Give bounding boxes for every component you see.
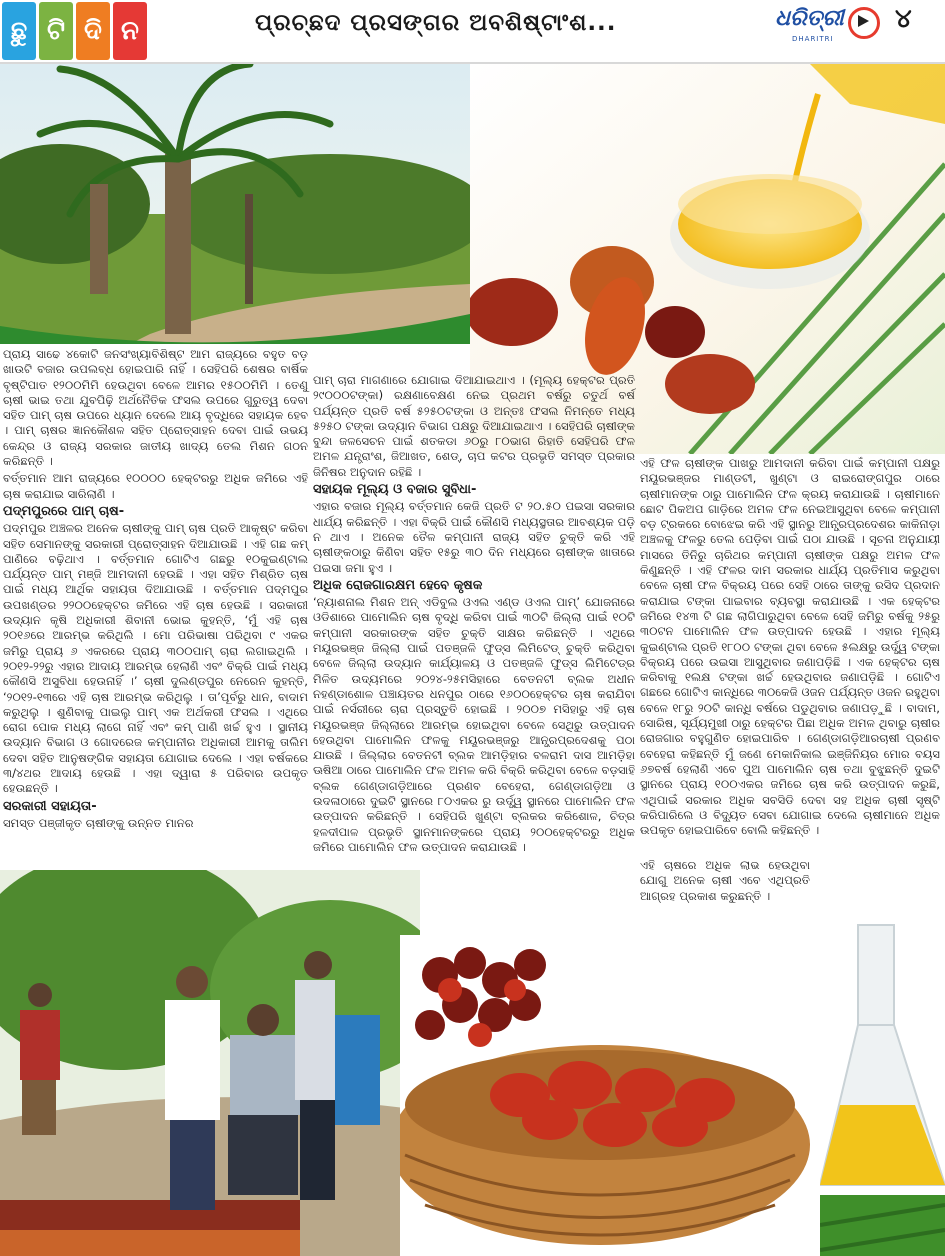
palm-plantation-photo (0, 64, 470, 344)
article-paragraph: ପଦ୍ମପୁର ଅଞ୍ଚଳର ଅନେକ ଚାଷୀଙ୍କୁ ପାମ୍ ଚାଷ ପ୍ରତି ଆକୃଷ୍ଟ କରିବା ସହିତ ସେମାନଙ୍କୁ ସରକାରୀ ପ୍ରୋତ୍ସାହନ ଦିଆଯାଉଛି । ଏହି ଗଛ କମ୍ ପାଣିରେ ବଢ଼ିଥାଏ । ବର୍ତ୍ତମାନ ଗୋଟିଏ ଗଛରୁ ୧୦କୁଇଣ୍ଟାଲ ପର୍ଯ୍ୟନ୍ତ ପାମ୍ ମଞ୍ଜି ଆମଦାନୀ ହେଉଛି । ଏହା ସହିତ ମିଶ୍ରିତ ଚାଷ ପାଇଁ ମଧ୍ୟ ଆର୍ଥିକ ସହାୟତା ଦିଆଯାଉଛି । ବର୍ତ୍ତମାନ ପଦ୍ମପୁର ଉପଖଣ୍ଡର ୨୨୦୦ହେକ୍ଟର ଜମିରେ ଏହି ଚାଷ ହେଉଛି । ସରକାରୀ ଉଦ୍ୟାନ କୃଷି ଅଧିକାରୀ ଶିବାନୀ ଭୋଇ କୁହନ୍ତି, ‘ମୁଁ ଏହି ଚାଷ ୨୦୧୬ରେ ଆରମ୍ଭ କରିଥିଲି । ମୋ ପରିଭାଷା ପରିଥିବା ୯ ଏକର ଜମିରୁ ପ୍ରାୟ ୬ ଏକରରେ ପ୍ରାୟ ୩୦୦ପାମ୍ ଚାରା ଲଗାଇଥିଲି । ୨୦୧୨-୨୨ରୁ ଏହାର ଆଦାୟ ଆରମ୍ଭ ହେଲାଣି ଏବଂ ବିକ୍ରି ପାଇଁ ମଧ୍ୟ କୌଣସି ଅସୁବିଧା ହେଉନାହିଁ ।’ ଚାଷୀ ଦୁଲଣ୍ଡପୁର ନେରେନ କୁହନ୍ତି, ‘୨୦୧୨-୧୩ରେ ଏହି ଚାଷ ଆରମ୍ଭ କରିଥିଲୁ । ତା’ପୂର୍ବରୁ ଧାନ, ବାଦାମ କରୁଥିଲୁ । ଶୁଣିବାକୁ ପାଇଲୁ ପାମ୍ ଏକ ଅର୍ଥକରୀ ଫସଲ । ଏଥିରେ ରୋଗ ପୋକ ମଧ୍ୟ ଲାଗେ ନାହିଁ ଏବଂ କମ୍ ପାଣି ଖର୍ଚ୍ଚ ହୁଏ । ସ୍ଥାନୀୟ ଉଦ୍ୟାନ ବିଭାଗ ଓ ଗୋଦରେଜ କମ୍ପାନୀର ଅଧିକାରୀ ଆମକୁ ତାଲିମ ଦେବା ସହିତ ଆନୁଷଙ୍ଗିକ ସହାୟତା ଯୋଗାଇ ଦେଲେ । ଏହା ବର୍ଷକରେ ୩/୪ଥର ଆଦାୟ ହେଉଛି । ଏହା ଦ୍ୱାରା ୫ ପରିବାର ଉପକୃତ ହେଉଛନ୍ତି । (3, 521, 308, 796)
subheading-padmapur: ପଦ୍ମପୁରରେ ପାମ୍ ଚାଷ- (3, 503, 125, 519)
page-number: ୪ (895, 4, 912, 34)
article-paragraph: ଏହାର ବଜାର ମୂଲ୍ୟ ବର୍ତ୍ତମାନ କେଜି ପ୍ରତି ଟ ୨୦.୫୦ ପଇସା ସରକାର ଧାର୍ଯ୍ୟ କରିଛନ୍ତି । ଏହା ବିକ୍ରି ପାଇଁ କୌଣସି ମଧ୍ୟସ୍ଥତାର ଆବଶ୍ୟକ ପଡ଼ି ନ ଥାଏ । ଅନେକ ତୈଳ କମ୍ପାନୀ ରାଜ୍ୟ ସହିତ ଚୁକ୍ତି କରି ଏହି ଚାଷୀଙ୍କଠାରୁ କିଣିବା ସହିତ ୧୫ରୁ ୩୦ ଦିନ ମଧ୍ୟରେ ଚାଷୀଙ୍କ ଖାତାରେ ପଇସା ଜମା ହୁଏ । (313, 499, 635, 575)
article-paragraph: ଏହି ଫଳ ଚାଷୀଙ୍କ ପାଖରୁ ଆମଦାନୀ କରିବା ପାଇଁ କମ୍ପାନୀ ପକ୍ଷରୁ ମୟୂରଭଞ୍ଜର ମାଣ୍ଡଟୀ, ଖୁଣ୍ଟା ଓ ରାଇରୋଙ୍ଗପୁର ଠାରେ ଚାଷୀମାନଙ୍କ ଠାରୁ ପାମୋଲିନ ଫଳ କ୍ରୟ କରାଯାଉଛି । ଚାଷୀମାନେ ଛୋଟ ପିକଅପ ଗାଡ଼ିରେ ଅମଳ ଫଳ ନେଇଆସୁଥିବା ବେଳେ କମ୍ପାନୀ ବଡ଼ ଟ୍ରକରେ ବୋଝେଇ କରି ଏହି ସ୍ଥାନରୁ ଆନ୍ଧ୍ରପ୍ରଦେଶର କାକିନାଡ଼ା ଅଞ୍ଚଳକୁ ଫଳରୁ ତେଲ ପେଡ଼ିବା ପାଇଁ ପଠା ଯାଉଛି । ସୂଚନା ଅନୁଯାୟୀ ମାସରେ ତିନିରୁ ଚାରିଥର କମ୍ପାନୀ ଚାଷୀଙ୍କ ପକ୍ଷରୁ ଅମଳ ଫଳ କିଣୁଛନ୍ତି । ଏହି ଫଳର ଦାମ ସରକାର ଧାର୍ଯ୍ୟ ପ୍ରତିମାସ କରୁଥିବା ବେଳେ ଚାଷୀ ଫଳ ବିକ୍ରୟ ପରେ ସେହି ଠାରେ ତାଙ୍କୁ ରସିଦ ପ୍ରଦାନ କରାଯାଇ ଟଙ୍କା ପାଇବାର ବ୍ୟବସ୍ଥା କରାଯାଉଛି । ଏକ ହେକ୍ଟର ଜମିରେ ୧୪୩ ଟି ଗଛ ଲାଗିପାରୁଥିବା ବେଳେ ସେହି ଜମିରୁ ବର୍ଷକୁ ୨୫ରୁ ୩୦ଟନ ପାମୋଲିନ ଫଳ ଉତ୍ପାଦନ ହେଉଛି । ଏହାର ମୂଲ୍ୟ କୁଇଣ୍ଟାଲ ପ୍ରତି ୧୮୦୦ ଟଙ୍କା ଥିବା ବେଳେ ୫ଲକ୍ଷରୁ ଉର୍ଦ୍ଧ୍ୱ ଟଙ୍କା ବିକ୍ରୟ ପରେ ଉଇସା ଆସୁଥିବାର ଜଣାପଡ଼ିଛି । ଏକ ହେକ୍ଟର ଚାଷ କରିବାକୁ ୧ଲକ୍ଷ ଟଙ୍କା ଖର୍ଚ୍ଚ ହେଉଥିବାର ଜଣାପଡ଼ିଛି । ଗୋଟିଏ ଗଛରେ ଗୋଟିଏ କାନ୍ଧିରେ ୩୦କେଜି ଓଜନ ପର୍ଯ୍ୟନ୍ତ ଓଜନ ରହୁଥିବା ବେଳେ ୧୮ରୁ ୨୦ଟି କାନ୍ଧି ବର୍ଷରେ ପଡୁଥିବାର ଜଣାପଡ଼ୁଛି । ବାଦାମ, ସୋରିଷ, ସୂର୍ଯ୍ୟମୁଖୀ ଠାରୁ ହେକ୍ଟର ପିଛା ଅଧିକ ଅମଳ ଥିବାରୁ ଚାଷୀର ରୋଜଗାର ବହୁଗୁଣିତ ହୋଇପାରିବ । ଗେଣ୍ଡାଗଡ଼ିଆରଚାଷୀ ପ୍ରଣବ ବେହେରା କହିଛନ୍ତି ମୁଁ ଜଣେ ମେକାନିକାଲ ଇଞ୍ଜିନିୟର ମୋର ବୟସ ୬୭ବର୍ଷ ହେଲାଣି ଏବେ ପୁଅ ପାମୋଲିନ ଚାଷ ତଥା ବୁଝୁଛନ୍ତି ଦୁଇଟି ସ୍ଥାନରେ ପ୍ରାୟ ୧୦୦ଏକର ଜମିରେ ଚାଷ କରି ଉତ୍ପାଦନ କରୁଛି, ଏଥିପାଇଁ ସରକାର ଅଧିକ ସବସିଡି ଦେବା ସହ ଅଧିକ ଚାଷୀ ସୃଷ୍ଟି କରିପାରିଲେ ଓ ବିଦ୍ୟୁତ ସେବା ଯୋଗାଇ ଦେଲେ ଚାଷୀମାନେ ଅଧିକ ଉପକୃତ ହୋଇପାରିବେ ବୋଲି କହିଛନ୍ତି । (640, 456, 940, 838)
article-paragraph: ପ୍ରାୟ ସାଢେ ୪କୋଟି ଜନସଂଖ୍ୟାବିଶିଷ୍ଟ ଆମ ରାଜ୍ୟରେ ବହୁତ ବଡ଼ ଖାଉଟି ବଜାର ଉପଲବ୍ଧ ହୋଇପାରି ନାହିଁ । ସେହିପରି ଶେଷର ବାର୍ଷିକ ବୃଷ୍ଟିପାତ ୧୨୦୦ମିମି ହେଉଥିବା ବେଳେ ଆମର ୧୫୦୦ମିମି । ତେଣୁ ଚାଷୀ ଭାଇ ତଥା ଯୁବପିଢ଼ି ଅର୍ଥନୈତିକ ଫସଲ ଉପରେ ଗୁରୁତ୍ୱ ଦେବା ସହିତ ପାମ୍ ଚାଷ ଉପରେ ଧ୍ୟାନ ଦେଲେ ଆୟ ବୃଦ୍ଧିରେ ସହାୟକ ହେବ । ପାମ୍ ଚାଷର ଜ୍ଞାନକୌଶଳ ସହିତ ପ୍ରୋତ୍ସାହନ ଦେବା ପାଇଁ ଉଭୟ କେନ୍ଦ୍ର ଓ ରାଜ୍ୟ ସରକାର ଜାତୀୟ ଖାଦ୍ୟ ତେଲ ମିଶନ ଗଠନ କରିଛନ୍ତି । (3, 347, 308, 469)
article-column-2 (313, 373, 635, 868)
subheading-farmer-income: ଅଧିକ ରୋଜଗାରକ୍ଷମ ହେବେ କୃଷକ (313, 577, 483, 593)
article-column-3 (640, 456, 940, 856)
article-column-1 (3, 347, 308, 867)
subheading-support-price: ସହାୟକ ମୂଲ୍ୟ ଓ ବଜାର ସୁବିଧା- (313, 482, 477, 498)
article-paragraph: ‘ନ୍ୟାଶନାଲ ମିଶନ ଅନ୍ ଏଡିବୁଲ ଓଏଲ ଏଣ୍ଡ ଓଏଲ ପାମ୍’ ଯୋଜନାରେ ଓଡିଶାରେ ପାମୋଲିନ ଚାଷ ବୃଦ୍ଧି କରିବା ପାଇଁ ୩୦ଟି ଜିଲ୍ଲା ପାଇଁ ୧୦ଟି କମ୍ପାନୀ ସରକାରଙ୍କ ସହିତ ଚୁକ୍ତି ସାକ୍ଷର କରିଛନ୍ତି । ଏଥିରେ ମୟୂରଭଞ୍ଜ ଜିଲ୍ଲା ପାଇଁ ପତଞ୍ଜଳି ଫୁଡ୍ସ ଲିମିଟେଡ୍ ଚୁକ୍ତି କରିଥିବା ବେଳେ ଜିଲ୍ଲା ଉଦ୍ୟାନ କାର୍ଯ୍ୟାଳୟ ଓ ପତଞ୍ଜଳି ଫୁଡ୍ସ ଲିମିଟେଡ୍‌ର ମିଳିତ ଉଦ୍ୟମରେ ୨୦୨୪-୨୫ମସିହାରେ ବେତନଟୀ ବ୍ଲକ ଅଧୀନ ନହଣ୍ଡାଶୋଳ ପଞ୍ଚାୟତର ଧନପୁର ଠାରେ ୧୬୦୦ହେକ୍ଟର ଚାଷ କରାଯିବା ପାଇଁ ନର୍ସରୀରେ ଚାରା ପ୍ରସ୍ତୁତି ହୋଇଛି । ୨୦୦୭ ମସିହାରୁ ଏହି ଚାଷ ମୟୂରଭଞ୍ଜ ଜିଲ୍ଲାରେ ଆରମ୍ଭ ହୋଇଥିବା ବେଳେ ସେଥିରୁ ଉତ୍ପାଦନ ହେଉଥିବା ପାମୋଲିନ ଫଳକୁ ମୟୂରଭଞ୍ଜରୁ ଆନ୍ଧ୍ରପ୍ରଦେଶକୁ ପଠା ଯାଉଛି । ଜିଲ୍ଲାର ବେତନଟୀ ବ୍ଲକ ଆମଡ଼ିହାର ବଳରାମ ଦାସ ଆମଡ଼ିହା ଊଷିଆ ଠାରେ ପାମୋଲିନ ଫଳ ଅମଳ କରି ବିକ୍ରି କରିଥିବା ବେଳେ ବଡ଼ସାହି ବ୍ଲକ ଗେଣ୍ଡାଗଡ଼ିଆରେ ପ୍ରଣବ ବେହେରା, ଗେଣ୍ଡାଗଡ଼ିଆ ଓ ଉଦଳାଠାରେ ଦୁଇଟି ସ୍ଥାନରେ ୮୦ଏକର ରୁ ଉର୍ଦ୍ଧ୍ୱ ସ୍ଥାନରେ ପାମୋଲିନ ଫଳ ଉତ୍ପାଦନ କରିଛନ୍ତି । ସେହିପରି ଖୁଣ୍ଟା ବ୍ଲକର କରିଶୋଳ, ଚିତ୍ର ହଳଦୀପାଳ ପ୍ରଭୃତି ସ୍ଥାନମାନଙ୍କରେ ପ୍ରାୟ ୨୦୦ହେକ୍ଟରରୁ ଅଧିକ ଜମିରେ ପାମୋଲିନ ଫଳ ଉତ୍ପାଦନ କରାଯାଉଛି । (313, 595, 635, 854)
palm-fruit-basket-photo (400, 935, 820, 1256)
oil-flask-photo (820, 905, 945, 1256)
page-header (0, 0, 945, 64)
article-paragraph: ସମସ୍ତ ପଞ୍ଜୀକୃତ ଚାଷୀଙ୍କୁ ଉନ୍ନତ ମାନର (3, 815, 194, 830)
brand-letter-2: ଟି (39, 2, 73, 60)
page-title: ପ୍ରଚ୍ଛଦ ପ୍ରସଙ୍ଗର ଅବଶିଷ୍ଟାଂଶ... (255, 10, 617, 36)
farmers-harvest-photo (0, 870, 420, 1256)
play-icon (848, 7, 880, 39)
newspaper-logo-sub: DHARITRI (792, 35, 834, 43)
newspaper-logo: ଧରିତ୍ରୀ (775, 6, 844, 31)
brand-letter-3: ଦି (76, 2, 110, 60)
article-paragraph: ଏହି ଚାଷରେ ଅଧିକ ଲାଭ ହେଉଥିବା ଯୋଗୁ ଅନେକ ଚାଷୀ ଏବେ ଏଥିପ୍ରତି ଆଗ୍ରହ ପ୍ରକାଶ କରୁଛନ୍ତି । (640, 858, 810, 903)
brand-letter-4: ନ (113, 2, 147, 60)
article-paragraph: ବର୍ତ୍ତମାନ ଆମ ରାଜ୍ୟରେ ୧୦୦୦୦ ହେକ୍ଟରରୁ ଅଧିକ ଜମିରେ ଏହି ଚାଷ କରାଯାଇ ସାରିଲାଣି । (3, 471, 308, 501)
section-brand (2, 2, 147, 60)
subheading-govt-support: ସରକାରୀ ସହାୟତା- (3, 798, 97, 814)
brand-letter-1: ଛୁ (2, 2, 36, 60)
article-paragraph: ପାମ୍ ଚାରା ମାଗଣାରେ ଯୋଗାଇ ଦିଆଯାଇଥାଏ । (ମୂଲ୍ୟ ହେକ୍ଟର ପ୍ରତି ୨୯୦୦୦ଟଙ୍କା) ରକ୍ଷଣାବେକ୍ଷଣ ନେଇ ପ୍ରଥମ ବର୍ଷରୁ ଚତୁର୍ଥ ବର୍ଷ ପର୍ଯ୍ୟନ୍ତ ପ୍ରତି ବର୍ଷ ୫୨୫୦ଟଙ୍କା ଓ ଅନ୍ତଃ ଫସଲ ନିମନ୍ତେ ମଧ୍ୟ ୫୨୫୦ ଟଙ୍କା ଉଦ୍ୟାନ ବିଭାଗ ପକ୍ଷରୁ ଦିଆଯାଇଥାଏ । ସେହିପରି ଚାଷୀଙ୍କ ବୁନ୍ଦା ଜଳସେଚନ ପାଇଁ ଶତକଡା ୬୦ରୁ ୮୦ଭାଗ ରିହାତି ସେହିପରି ଫଳ ଅମଳ ଯନ୍ତ୍ରାଂଶ, ଜିଆଖତ, ଶେଡ୍, ଚାପ କଟର ପ୍ରଭୃତି ସମସ୍ତ ପ୍ରକାର ଜିନିଷର ଅନୁଦାନ ରହିଛି । (313, 373, 635, 479)
